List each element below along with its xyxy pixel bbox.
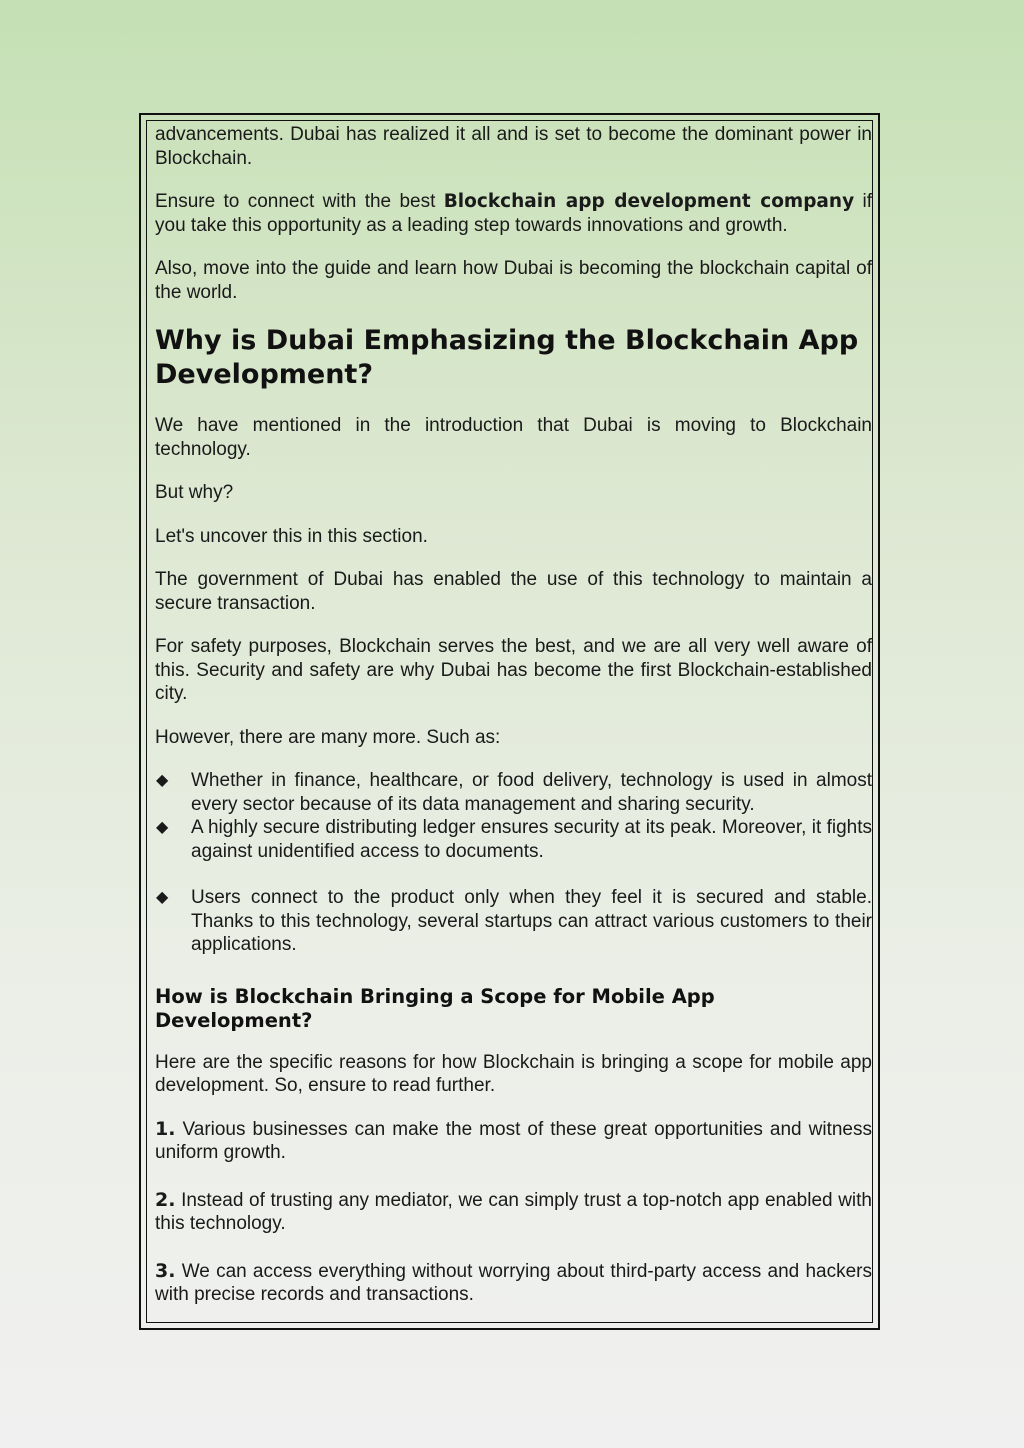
paragraph-connect [155,190,872,237]
diamond-bullet-icon: ◆ [156,819,169,836]
section2-intro: Here are the specific reasons for how Blockchain is bringing a scope for mobile app development. So, ensure to read further. [155,1051,872,1096]
item-number: 1. [155,1117,176,1140]
paragraph-connect-after: if you take this opportunity as a leading step towards innovations and growth. [155,191,872,236]
section1-paragraph: Let's uncover this in this section. [155,525,428,547]
bullet-text: Users connect to the product only when they feel it is secured and stable. Thanks to this technology, several startups can attract various customers to their applications. [191,887,872,955]
numbered-item [155,1260,872,1307]
section1-paragraph: We have mentioned in the introduction that Dubai is moving to Blockchain technology. [155,415,872,460]
paragraph-connect-before: Ensure to connect with the best [155,191,444,212]
document-body [155,123,872,1307]
sub-heading: How is Blockchain Bringing a Scope for Mobile App Development? [155,984,715,1032]
bullet-item [155,769,872,816]
paragraph-guide: Also, move into the guide and learn how Dubai is becoming the blockchain capital of the world. [155,258,872,303]
numbered-item [155,1189,872,1236]
bullet-text: A highly secure distributing ledger ensures security at its peak. Moreover, it fights against unidentified access to documents. [191,817,872,862]
item-text: Instead of trusting any mediator, we can simply trust a top-notch app enabled with this technology. [155,1189,872,1234]
item-text: Various businesses can make the most of these great opportunities and witness uniform growth. [155,1118,872,1163]
section1-paragraph: The government of Dubai has enabled the use of this technology to maintain a secure transaction. [155,569,872,614]
bullet-list [155,769,872,957]
numbered-item [155,1118,872,1165]
diamond-bullet-icon: ◆ [156,772,169,789]
paragraph-intro: advancements. Dubai has realized it all and is set to become the dominant power in Blockchain. [155,124,872,169]
bullet-text: Whether in finance, healthcare, or food delivery, technology is used in almost every sector because of its data management and sharing security. [191,770,872,815]
item-number: 2. [155,1188,176,1211]
section1-paragraph: For safety purposes, Blockchain serves the best, and we are all very well aware of this. Security and safety are why Dubai has become the first Blockchain-established city. [155,636,872,704]
section1-paragraph: However, there are many more. Such as: [155,726,501,748]
bullet-item [155,816,872,863]
main-heading: Why is Dubai Emphasizing the Blockchain App Development? [155,325,859,390]
company-link-text: Blockchain app development company [443,191,855,212]
section1-paragraph: But why? [155,482,234,503]
diamond-bullet-icon: ◆ [156,889,169,906]
item-number: 3. [155,1259,176,1282]
bullet-item [155,886,872,957]
item-text: We can access everything without worrying about third-party access and hackers with precise records and transactions. [155,1260,872,1305]
